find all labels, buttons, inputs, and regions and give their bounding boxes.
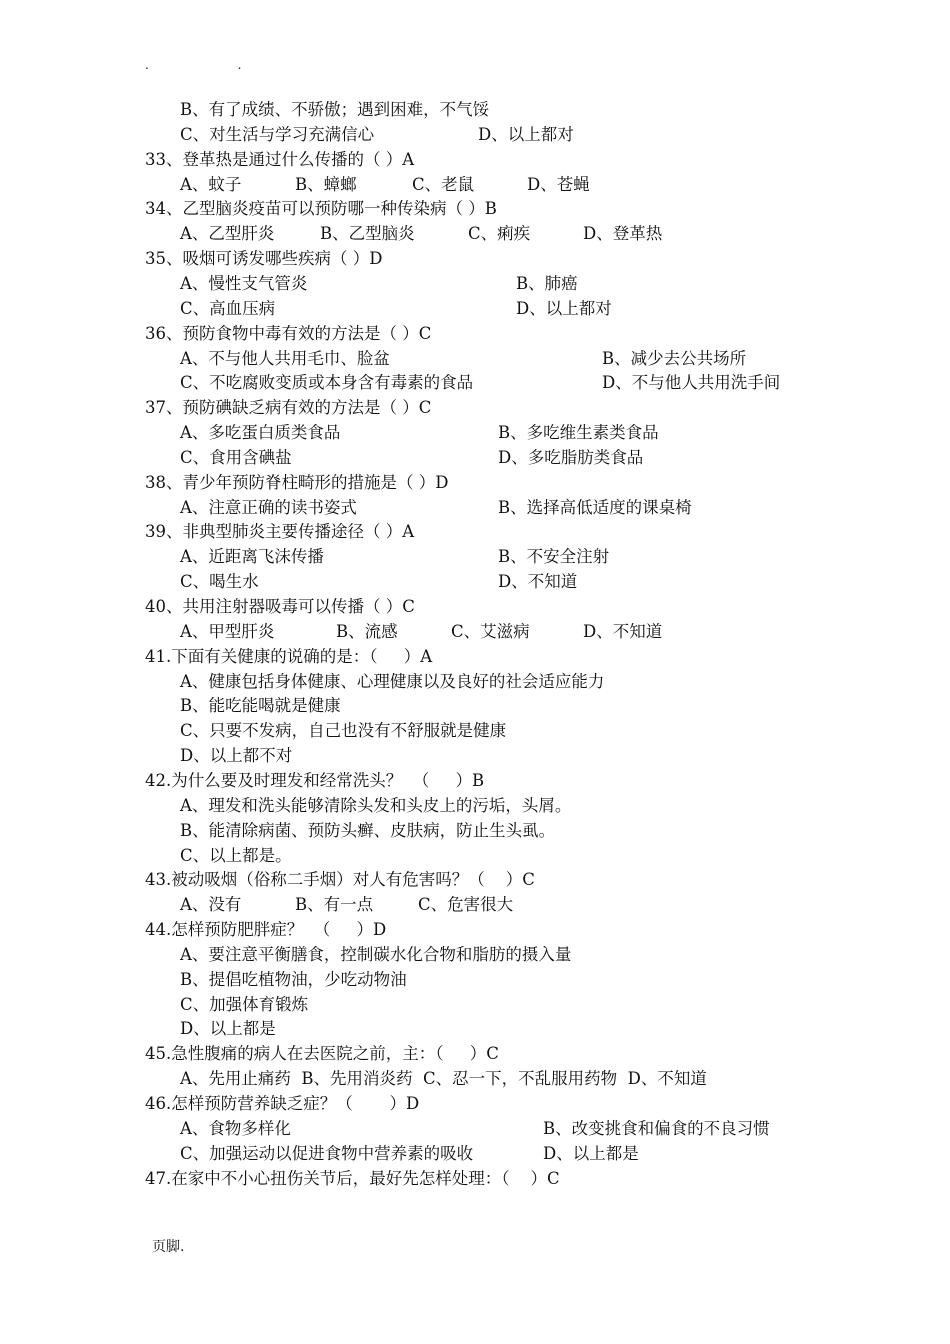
answer-option: D、不知道 [583,621,663,641]
answer-option: B、乙型脑炎 [320,224,415,244]
answer-option: B、不安全注射 [498,547,610,567]
answer-option: D、多吃脂肪类食品 [498,447,644,467]
answer-option: C、对生活与学习充满信心 [180,124,375,144]
answer-option: C、老鼠 [412,174,475,194]
answer-option: C、不吃腐败变质或本身含有毒素的食品 [180,373,474,393]
answer-option: C、食用含碘盐 [180,447,292,467]
answer-option: B、有了成绩、不骄傲；遇到困难，不气馁 [180,100,490,119]
answer-option: D、以上都不对 [180,746,293,766]
answer-option: A、先用止痛药 B、先用消炎药 C、忍一下，不乱服用药物 D、不知道 [180,1069,707,1089]
answer-option: D、登革热 [583,224,663,244]
answer-option: C、只要不发病，自己也没有不舒服就是健康 [180,721,507,741]
answer-option: B、蟑螂 [295,174,357,194]
header-mark: . [145,58,149,72]
question-text: 45.急性腹痛的病人在去医院之前，主：（ ）C [145,1044,499,1064]
answer-option: B、能清除病菌、预防头癣、皮肤病，防止生头虱。 [180,820,556,840]
answer-option: A、甲型肝炎 [180,621,275,641]
answer-option: A、不与他人共用毛巾、脸盆 [180,348,390,368]
answer-option: B、选择高低适度的课桌椅 [498,497,692,517]
answer-option: A、乙型肝炎 [180,224,275,244]
page-header [145,58,241,72]
header-mark: . [237,58,242,72]
answer-option: B、肺癌 [516,273,578,293]
answer-option: A、蚊子 [180,174,242,194]
answer-option: A、近距离飞沫传播 [180,547,324,567]
answer-option: C、艾滋病 [451,621,530,641]
answer-option: B、提倡吃植物油，少吃动物油 [180,969,407,989]
answer-option: A、没有 [180,895,242,915]
question-text: 34、乙型脑炎疫苗可以预防哪一种传染病（ ）B [145,199,497,219]
answer-option: D、以上都是 [180,1019,276,1039]
answer-option: B、能吃能喝就是健康 [180,696,341,716]
answer-option: A、多吃蛋白质类食品 [180,423,341,443]
answer-option: A、食物多样化 [180,1118,291,1138]
answer-option: B、减少去公共场所 [602,348,747,368]
question-text: 36、预防食物中毒有效的方法是（ ）C [145,323,432,343]
answer-option: A、注意正确的读书姿式 [180,497,357,517]
answer-option: B、多吃维生素类食品 [498,423,659,443]
answer-option: C、痢疾 [468,224,531,244]
question-text: 37、预防碘缺乏病有效的方法是（ ）C [145,398,432,418]
question-text: 35、吸烟可诱发哪些疾病（ ）D [145,249,383,269]
question-text: 39、非典型肺炎主要传播途径（ ）A [145,522,415,542]
answer-option: D、以上都对 [516,298,612,318]
answer-option: C、加强运动以促进食物中营养素的吸收 [180,1143,474,1163]
answer-option: A、健康包括身体健康、心理健康以及良好的社会适应能力 [180,671,605,691]
answer-option: D、以上都是 [543,1143,639,1163]
question-text: 46.怎样预防营养缺乏症？（ ）D [145,1094,420,1113]
answer-option: D、以上都对 [478,124,574,144]
answer-option: C、危害很大 [418,895,514,915]
answer-option: D、苍蝇 [527,174,590,194]
page-footer: 页脚. [152,1239,185,1255]
answer-option: A、要注意平衡膳食，控制碳水化合物和脂肪的摄入量 [180,944,572,964]
answer-option: D、不与他人共用洗手间 [602,373,781,393]
answer-option: D、不知道 [498,572,578,592]
question-text: 42.为什么要及时理发和经常洗头？ （ ）B [145,770,485,790]
answer-option: A、慢性支气管炎 [180,273,308,293]
question-text: 41.下面有关健康的说确的是：（ ）A [145,646,433,666]
question-text: 33、登革热是通过什么传播的（ ）A [145,149,415,169]
question-text: 47.在家中不小心扭伤关节后，最好先怎样处理：（ ）C [145,1168,560,1188]
question-text: 40、共用注射器吸毒可以传播（ ）C [145,597,415,616]
answer-option: C、以上都是。 [180,845,292,865]
answer-option: C、高血压病 [180,298,276,318]
answer-option: C、喝生水 [180,572,259,592]
answer-option: B、改变挑食和偏食的不良习惯 [543,1118,770,1138]
answer-option: A、理发和洗头能够清除头发和头皮上的污垢，头屑。 [180,795,572,815]
question-text: 38、青少年预防脊柱畸形的措施是（ ）D [145,472,449,492]
question-text: 44.怎样预防肥胖症？ （ ）D [145,920,387,940]
question-text: 43.被动吸烟（俗称二手烟）对人有危害吗？（ ）C [145,870,535,890]
answer-option: B、流感 [336,621,398,641]
answer-option: B、有一点 [295,895,374,915]
answer-option: C、加强体育锻炼 [180,994,309,1014]
